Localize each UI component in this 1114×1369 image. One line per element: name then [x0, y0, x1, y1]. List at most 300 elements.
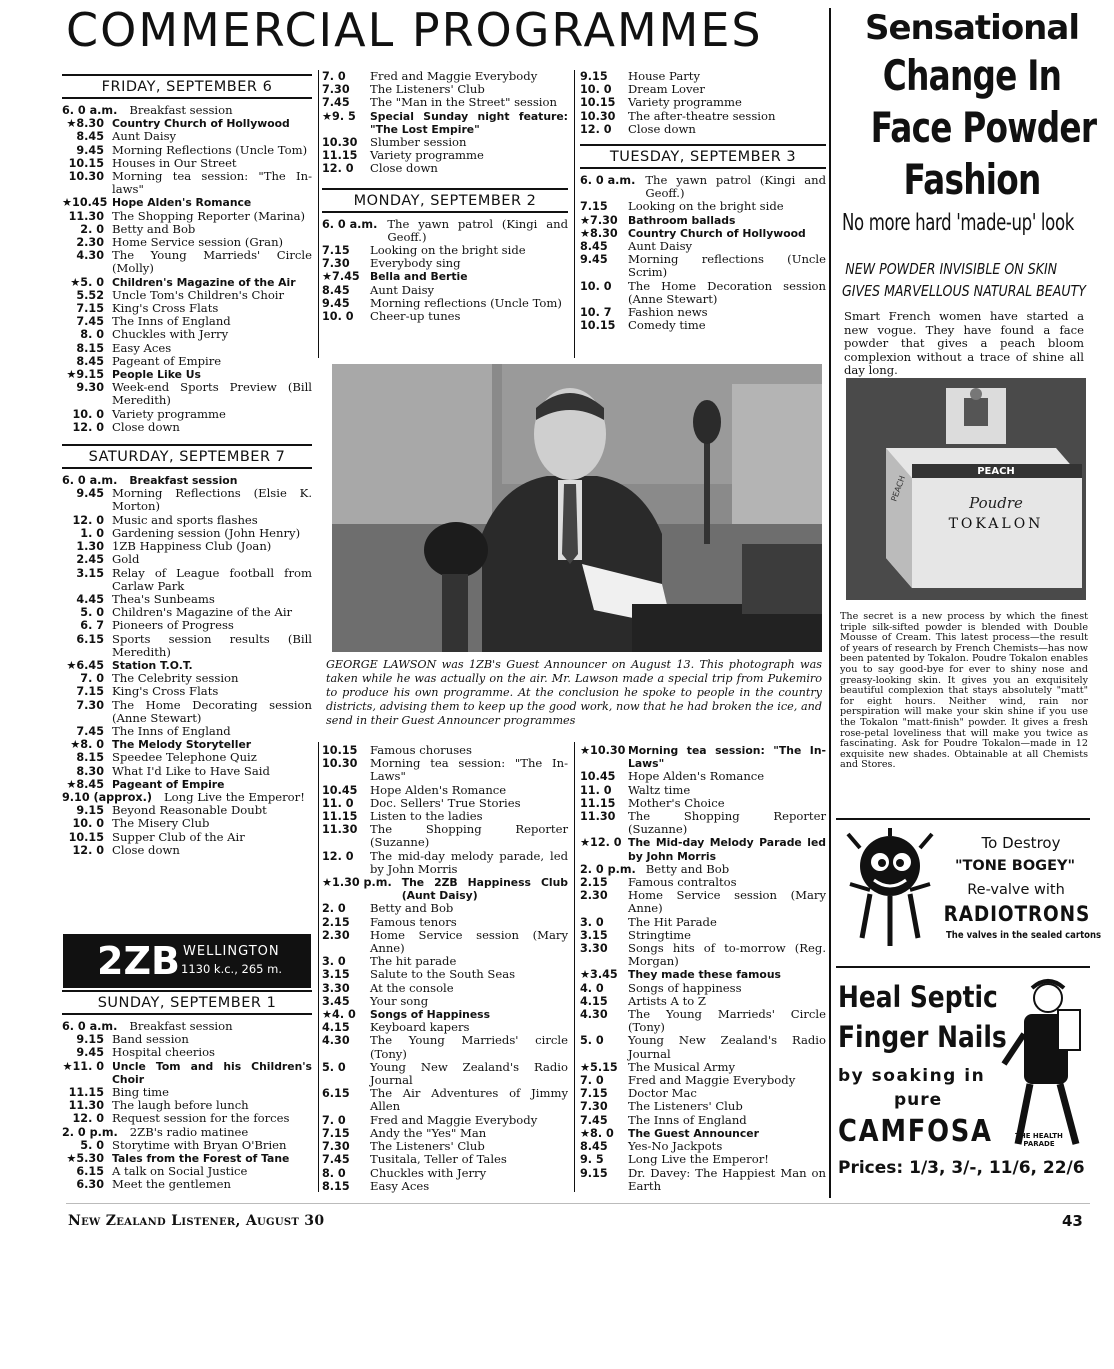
programme-time: 7.45	[76, 315, 104, 329]
programme-entry	[62, 328, 312, 341]
camfosa-health-parade-label: THE HEALTH PARADE	[1015, 1132, 1063, 1148]
programme-title: Week-end Sports Preview (Bill Meredith)	[112, 380, 312, 408]
programme-time: 2. 0	[322, 902, 346, 916]
programme-title: People Like Us	[112, 368, 201, 382]
programme-entry	[322, 270, 568, 283]
programme-entry	[62, 144, 312, 157]
programme-entry	[580, 770, 826, 783]
ad-divider-2	[836, 966, 1090, 968]
programme-time: 6. 0 a.m.	[62, 104, 118, 117]
programme-entry	[62, 249, 312, 275]
programme-time: 9.15	[76, 804, 104, 818]
programme-time: 8.45	[580, 240, 608, 254]
programme-title: Waltz time	[628, 782, 691, 797]
programme-time: 8.45	[76, 354, 104, 368]
powder-ad-body: The secret is a new process by which the finest triple silk-sifted powder is blended with Double Mousse of Cream. This latest process—the result of years of research by French Chemists—has now been patented by Tokalon. Poudre Tokalon enables you to say good-bye for ever to shiny nose and greasy-looking skin. It gives you an exquisitely beautiful complexion that stays absolutely "matt" for eight hours. Neither wind, rain nor perspiration will make your skin shine if you use the Tokalon "matt-finish" powder. It gives a fresh rose-petal loveliness that will make you twice as fascinating. Ask for Poudre Tokalon—made in 12 exquisite new shades. Obtainable at all Chemists and Stores.	[840, 611, 1088, 771]
programme-title: Bing time	[112, 1085, 170, 1100]
programme-entry	[62, 817, 312, 830]
programme-time: 11.15	[322, 810, 358, 824]
programme-entry	[322, 284, 568, 297]
programme-title: Morning tea session: "The In-laws"	[112, 169, 312, 197]
programme-title: Home Service session (Gran)	[112, 235, 284, 250]
programme-title: Fashion news	[628, 305, 708, 320]
programme-entry	[580, 214, 826, 227]
powder-ad-subhead: No more hard 'made-up' look	[842, 210, 1074, 236]
programme-time: 7.15	[76, 302, 104, 316]
programme-time: 4.45	[76, 592, 104, 606]
programme-title: Salute to the South Seas	[370, 967, 516, 982]
programme-title: Everybody sing	[370, 256, 461, 271]
programme-entry	[62, 1139, 312, 1152]
programme-entry	[322, 902, 568, 915]
programme-time: 7. 0	[322, 1113, 346, 1127]
programme-time: 8.30	[76, 764, 104, 778]
programme-entry	[580, 123, 826, 136]
programme-title: Children's Magazine of the Air	[112, 605, 293, 620]
programme-time: 10. 7	[580, 306, 612, 320]
programme-entry	[580, 96, 826, 109]
programme-entry	[322, 96, 568, 109]
programme-time: ★9.15	[66, 368, 104, 382]
programme-time: 5.52	[76, 288, 104, 302]
programme-title: Hope Alden's Romance	[628, 769, 765, 784]
programme-title: Doc. Sellers' True Stories	[370, 795, 521, 810]
programme-time: 10. 0	[72, 817, 104, 831]
friday-list	[62, 104, 312, 434]
programme-time: 7.30	[322, 83, 350, 97]
programme-time: 11.15	[68, 1086, 104, 1100]
programme-title: The Young Marrieds' Circle (Molly)	[112, 248, 312, 276]
programme-time: 3.15	[580, 928, 608, 942]
programme-time: 10. 0	[322, 310, 354, 324]
programme-time: 3. 0	[322, 955, 346, 969]
programme-time: 11.30	[68, 209, 104, 223]
station-city: WELLINGTON	[183, 944, 280, 959]
programme-time: 12. 0	[322, 162, 354, 176]
radiotron-brand: RADIOTRONS	[943, 902, 1091, 926]
programme-time: ★7.45	[322, 270, 360, 284]
programme-title: Close down	[112, 842, 180, 857]
programme-title: Comedy time	[628, 318, 706, 333]
column-rule-1	[318, 70, 319, 358]
programme-title: House Party	[628, 69, 700, 83]
column-rule-3	[318, 742, 319, 1192]
programme-entry	[580, 1100, 826, 1113]
programme-title: Young New Zealand's Radio Journal	[628, 1033, 826, 1061]
programme-time: 7. 0	[322, 70, 346, 83]
programme-time: 6. 0 a.m.	[62, 1020, 118, 1033]
programme-time: 6. 7	[80, 619, 104, 633]
powder-box-brand: TOKALON	[948, 516, 1044, 532]
programme-title: The Hit Parade	[628, 914, 717, 929]
programme-title: Young New Zealand's Radio Journal	[370, 1059, 568, 1088]
programme-title: Request session for the forces	[112, 1111, 290, 1126]
powder-ad-headline-4: Fashion	[903, 155, 1041, 204]
programme-entry	[62, 514, 312, 527]
programme-title: Special Sunday night feature: "The Lost Empire"	[370, 109, 568, 136]
programme-title: Doctor Mac	[628, 1086, 697, 1101]
programme-title: The Home Decoration session (Anne Stewart)	[628, 278, 826, 306]
programme-title: Betty and Bob	[112, 221, 196, 236]
programme-entry	[322, 218, 568, 244]
programme-entry	[62, 1112, 312, 1125]
programme-entry	[322, 850, 568, 876]
programme-title: Fred and Maggie Everybody	[628, 1073, 796, 1088]
powder-ad-headline-1: Sensational	[864, 8, 1079, 48]
programme-time: ★3.45	[580, 968, 618, 982]
programme-time: 2.15	[580, 876, 608, 890]
programme-time: 2. 0	[80, 222, 104, 236]
programme-time: 3.15	[322, 968, 350, 982]
programme-time: 5. 0	[580, 1034, 604, 1048]
programme-entry	[580, 982, 826, 995]
programme-entry	[62, 1126, 312, 1139]
programme-entry	[62, 751, 312, 764]
programme-title: The laugh before lunch	[112, 1098, 249, 1113]
announcer-photo-image	[332, 364, 822, 652]
programme-time: 4.15	[322, 1021, 350, 1035]
powder-ad-tagline	[842, 258, 1086, 302]
column-rule-2	[574, 70, 575, 358]
programme-title: Morning tea session: "The In-Laws"	[370, 756, 568, 784]
sunday-evening-list	[322, 70, 568, 176]
programme-time: 1.30	[76, 540, 104, 554]
programme-title: 1ZB Happiness Club (Joan)	[112, 539, 272, 554]
day-heading-friday: FRIDAY, SEPTEMBER 6	[62, 74, 312, 99]
programme-title: Betty and Bob	[645, 861, 730, 876]
programme-title: The Shopping Reporter (Marina)	[112, 208, 306, 223]
day-heading-saturday: SATURDAY, SEPTEMBER 7	[62, 444, 312, 469]
programme-entry	[580, 942, 826, 968]
programme-entry	[62, 685, 312, 698]
camfosa-headline-2: Finger Nails	[838, 1020, 1007, 1054]
programme-entry	[322, 1034, 568, 1060]
programme-title: Artists A to Z	[628, 993, 706, 1008]
programme-title: Slumber session	[370, 135, 467, 150]
radiotron-ad	[836, 818, 1102, 956]
powder-box-script: Poudre	[969, 494, 1023, 512]
programme-title: Station T.O.T.	[112, 658, 193, 672]
programme-title: Famous contraltos	[628, 875, 737, 890]
programme-title: Pageant of Empire	[112, 777, 225, 791]
announcer-photo	[332, 364, 822, 652]
programme-entry	[322, 968, 568, 981]
programme-title: The Listeners' Club	[370, 82, 485, 97]
programme-time: 2.45	[76, 553, 104, 567]
programme-title: Listen to the ladies	[370, 809, 483, 824]
programme-title: Aunt Daisy	[628, 239, 693, 254]
programme-time: ★5. 0	[70, 275, 104, 289]
programme-title: Hope Alden's Romance	[112, 196, 252, 210]
programme-entry	[62, 778, 312, 791]
programme-title: Aunt Daisy	[370, 282, 435, 297]
programme-title: The Shopping Reporter (Suzanne)	[628, 809, 826, 837]
station-callsign: 2ZB	[97, 939, 180, 983]
programme-title: The Air Adventures of Jimmy Allen	[370, 1086, 568, 1114]
programme-time: ★10.45	[62, 196, 108, 210]
programme-entry	[580, 174, 826, 200]
programme-time: 3.45	[322, 994, 350, 1008]
day-heading-sunday: SUNDAY, SEPTEMBER 1	[62, 990, 312, 1015]
camfosa-headline-1: Heal Septic	[838, 980, 998, 1014]
programme-time: 7.30	[322, 257, 350, 271]
programme-title: The yawn patrol (Kingi and Geoff.)	[645, 173, 826, 201]
programme-title: Famous choruses	[370, 743, 472, 757]
programme-title: The Musical Army	[628, 1059, 735, 1074]
programme-title: Morning Reflections (Uncle Tom)	[112, 142, 308, 157]
publication-footer: New Zealand Listener, August 30	[68, 1213, 325, 1229]
programme-entry	[322, 1167, 568, 1180]
programme-title: Songs of happiness	[628, 980, 742, 995]
programme-title: The Mid-day Melody Parade led by John Morris	[628, 836, 826, 863]
programme-time: ★12. 0	[580, 836, 622, 850]
programme-title: Houses in Our Street	[112, 155, 237, 170]
programme-time: 4.30	[322, 1034, 350, 1048]
programme-time: 7.15	[322, 244, 350, 258]
programme-time: ★11. 0	[62, 1059, 104, 1073]
programme-title: Meet the gentlemen	[112, 1177, 231, 1192]
programme-entry	[322, 162, 568, 175]
programme-entry	[62, 276, 312, 289]
programme-time: 10.15	[580, 96, 616, 110]
programme-time: 6. 0 a.m.	[62, 474, 118, 488]
programme-time: 10.45	[322, 783, 358, 797]
programme-entry	[322, 823, 568, 849]
programme-title: Variety programme	[628, 95, 742, 110]
programme-time: 6.30	[76, 1178, 104, 1192]
programme-title: The Misery Club	[112, 816, 210, 831]
programme-title: The Listeners' Club	[370, 1139, 485, 1154]
programme-title: Chuckles with Jerry	[370, 1165, 487, 1180]
programme-title: Tales from the Forest of Tane	[112, 1152, 290, 1166]
programme-time: 9.10 (approx.)	[62, 790, 152, 804]
programme-entry	[580, 200, 826, 213]
programme-title: Songs hits of to-morrow (Reg. Morgan)	[628, 941, 826, 969]
programme-entry	[580, 889, 826, 915]
programme-time: 11. 0	[322, 796, 354, 810]
programme-title: The Celebrity session	[112, 671, 239, 686]
programme-title: Betty and Bob	[370, 901, 454, 916]
programme-title: Country Church of Hollywood	[628, 226, 806, 240]
programme-entry	[580, 1034, 826, 1060]
programme-title: Bella and Bertie	[370, 270, 468, 284]
schedule-column-3	[580, 70, 826, 332]
programme-time: 12. 0	[72, 843, 104, 857]
schedule-column-1	[62, 74, 312, 857]
programme-time: 10.45	[580, 770, 616, 784]
programme-entry	[580, 1153, 826, 1166]
radiotron-line-2: "TONE BOGEY"	[954, 858, 1076, 874]
programme-time: 7. 0	[580, 1074, 604, 1088]
programme-time: 5. 0	[80, 1138, 104, 1152]
programme-entry	[322, 929, 568, 955]
programme-entry	[322, 876, 568, 902]
schedule-column-2	[322, 70, 568, 323]
programme-time: ★6.45	[66, 658, 104, 672]
programme-entry	[580, 916, 826, 929]
camfosa-brand: CAMFOSA	[838, 1114, 993, 1149]
programme-time: 3.30	[322, 981, 350, 995]
programme-title: Band session	[112, 1032, 189, 1047]
programme-time: 7.15	[580, 200, 608, 214]
programme-time: 10.15	[322, 744, 358, 757]
tuesday-list	[580, 174, 826, 332]
programme-title: 2ZB's radio matinee	[129, 1124, 249, 1139]
programme-title: Aunt Daisy	[112, 129, 177, 144]
radiotron-line-3: Re-valve with	[967, 882, 1065, 898]
programme-title: Hope Alden's Romance	[370, 782, 507, 797]
programme-entry	[322, 1180, 568, 1193]
programme-time: 5. 0	[80, 606, 104, 620]
radiotron-tagline: The valves in the sealed cartons	[946, 930, 1102, 941]
programme-entry	[580, 1008, 826, 1034]
programme-entry	[580, 744, 826, 770]
programme-time: 6.15	[322, 1087, 350, 1101]
programme-title: Breakfast session	[129, 474, 238, 488]
sunday-list	[62, 1020, 312, 1192]
programme-title: Morning reflections (Uncle Scrim)	[628, 252, 826, 280]
programme-time: 8.45	[322, 283, 350, 297]
programme-entry	[322, 149, 568, 162]
programme-entry	[62, 619, 312, 632]
programme-entry	[322, 784, 568, 797]
programme-title: Long Live the Emperor!	[628, 1152, 769, 1167]
programme-entry	[62, 104, 312, 117]
programme-time: 9.15	[76, 1033, 104, 1047]
programme-title: Uncle Tom and his Children's Choir	[112, 1059, 312, 1086]
programme-time: 10.15	[580, 319, 616, 333]
programme-title: At the console	[370, 980, 454, 995]
programme-time: ★8. 0	[580, 1126, 614, 1140]
programme-time: 5. 0	[322, 1060, 346, 1074]
programme-title: Relay of League football from Carlaw Park	[112, 565, 312, 593]
programme-title: Easy Aces	[112, 340, 172, 355]
programme-time: 6. 0 a.m.	[322, 217, 378, 231]
programme-time: 2.30	[580, 889, 608, 903]
programme-title: Supper Club of the Air	[112, 829, 245, 844]
programme-entry	[322, 995, 568, 1008]
programme-time: 7.45	[76, 724, 104, 738]
page-title: COMMERCIAL PROGRAMMES	[66, 3, 763, 57]
schedule-column-1-sunday	[62, 990, 312, 1192]
programme-entry	[62, 421, 312, 434]
programme-title: Hospital cheerios	[112, 1045, 215, 1060]
programme-entry	[62, 170, 312, 196]
photo-caption: GEORGE LAWSON was 1ZB's Guest Announcer on August 13. This photograph was taken while he was actually on the air. Mr. Lawson made a special trip from Pukemiro to produce his own programme. At the conclusion he spoke to people in the country districts, advising them to keep up the good work, now that he had broken the ice, and send in their Guest Announcer programmes	[326, 658, 822, 727]
programme-title: Andy the "Yes" Man	[370, 1125, 487, 1140]
programme-entry	[62, 130, 312, 143]
programme-title: Uncle Tom's Children's Choir	[112, 287, 285, 302]
programme-title: Stringtime	[628, 927, 691, 942]
programme-title: Looking on the bright side	[370, 243, 526, 258]
programme-title: The Shopping Reporter (Suzanne)	[370, 822, 568, 850]
programme-entry	[62, 355, 312, 368]
camfosa-prices: Prices: 1/3, 3/-, 11/6, 22/6	[838, 1158, 1085, 1178]
programme-time: 7.45	[580, 1113, 608, 1127]
programme-title: Close down	[112, 419, 180, 434]
programme-time: 9.15	[580, 1166, 608, 1180]
programme-title: Yes-No Jackpots	[628, 1139, 723, 1154]
programme-time: 7.45	[322, 96, 350, 110]
programme-entry	[580, 280, 826, 306]
powder-box-image	[846, 378, 1086, 600]
col3-bottom-list	[580, 744, 826, 1193]
programme-time: 7.15	[580, 1087, 608, 1101]
programme-title: The Melody Storyteller	[112, 738, 252, 752]
programme-time: 4. 0	[580, 981, 604, 995]
programme-title: Fred and Maggie Everybody	[370, 69, 538, 83]
programme-time: 7.30	[580, 1100, 608, 1114]
programme-title: Fred and Maggie Everybody	[370, 1112, 538, 1127]
programme-title: The after-theatre session	[628, 108, 776, 123]
programme-time: ★8.30	[580, 226, 618, 240]
programme-title: Pioneers of Progress	[112, 618, 234, 633]
programme-title: Speedee Telephone Quiz	[112, 750, 257, 765]
programme-entry	[62, 1178, 312, 1191]
programme-time: 12. 0	[322, 849, 354, 863]
camfosa-line-pure: pure	[894, 1090, 943, 1110]
monday-evening-list	[580, 70, 826, 136]
programme-title: The "Man in the Street" session	[370, 95, 557, 110]
programme-entry	[62, 381, 312, 407]
programme-time: 3. 0	[580, 915, 604, 929]
station-frequency: 1130 k.c., 265 m.	[181, 962, 282, 976]
programme-entry	[62, 487, 312, 513]
programme-entry	[62, 553, 312, 566]
programme-title: The yawn patrol (Kingi and Geoff.)	[387, 216, 568, 244]
programme-time: 6. 0 a.m.	[580, 174, 636, 188]
programme-time: 10. 0	[580, 83, 612, 97]
programme-entry	[62, 342, 312, 355]
programme-title: The 2ZB Happiness Club (Aunt Daisy)	[401, 876, 568, 903]
programme-title: The Listeners' Club	[628, 1099, 743, 1114]
programme-title: Gold	[112, 552, 140, 567]
programme-entry	[580, 784, 826, 797]
programme-time: 11.15	[322, 149, 358, 163]
powder-ad-tagline-2: GIVES MARVELLOUS NATURAL BEAUTY	[842, 282, 1086, 300]
day-heading-tuesday: TUESDAY, SEPTEMBER 3	[580, 144, 826, 169]
programme-time: 7.45	[322, 1153, 350, 1167]
programme-entry	[322, 257, 568, 270]
programme-title: Children's Magazine of the Air	[112, 275, 296, 289]
programme-time: 2.30	[322, 928, 350, 942]
programme-time: 8. 0	[80, 328, 104, 342]
programme-time: 9.45	[322, 296, 350, 310]
programme-time: 4.15	[580, 994, 608, 1008]
programme-title: Country Church of Hollywood	[112, 117, 290, 131]
powder-ad-lead: Smart French women have started a new vogue. They have found a face powder that gives a peach bloom complexion without a trace of shine all day long.	[844, 309, 1084, 377]
programme-title: Bathroom ballads	[628, 213, 736, 227]
programme-entry	[580, 110, 826, 123]
programme-title: They made these famous	[628, 968, 781, 982]
powder-box-illustration	[846, 378, 1086, 600]
programme-time: 8.15	[322, 1179, 350, 1193]
programme-entry	[322, 1061, 568, 1087]
programme-title: What I'd Like to Have Said	[112, 763, 270, 778]
programme-title: The Guest Announcer	[628, 1126, 759, 1140]
saturday-list	[62, 474, 312, 857]
programme-time: 10.15	[68, 156, 104, 170]
programme-title: Music and sports flashes	[112, 512, 258, 527]
programme-time: 11.30	[68, 1099, 104, 1113]
programme-entry	[322, 757, 568, 783]
programme-time: 10.30	[68, 170, 104, 184]
programme-time: 11.30	[580, 810, 616, 824]
camfosa-ad	[836, 972, 1092, 1192]
programme-entry	[580, 1114, 826, 1127]
programme-time: 10.30	[322, 757, 358, 771]
station-banner	[63, 934, 311, 988]
